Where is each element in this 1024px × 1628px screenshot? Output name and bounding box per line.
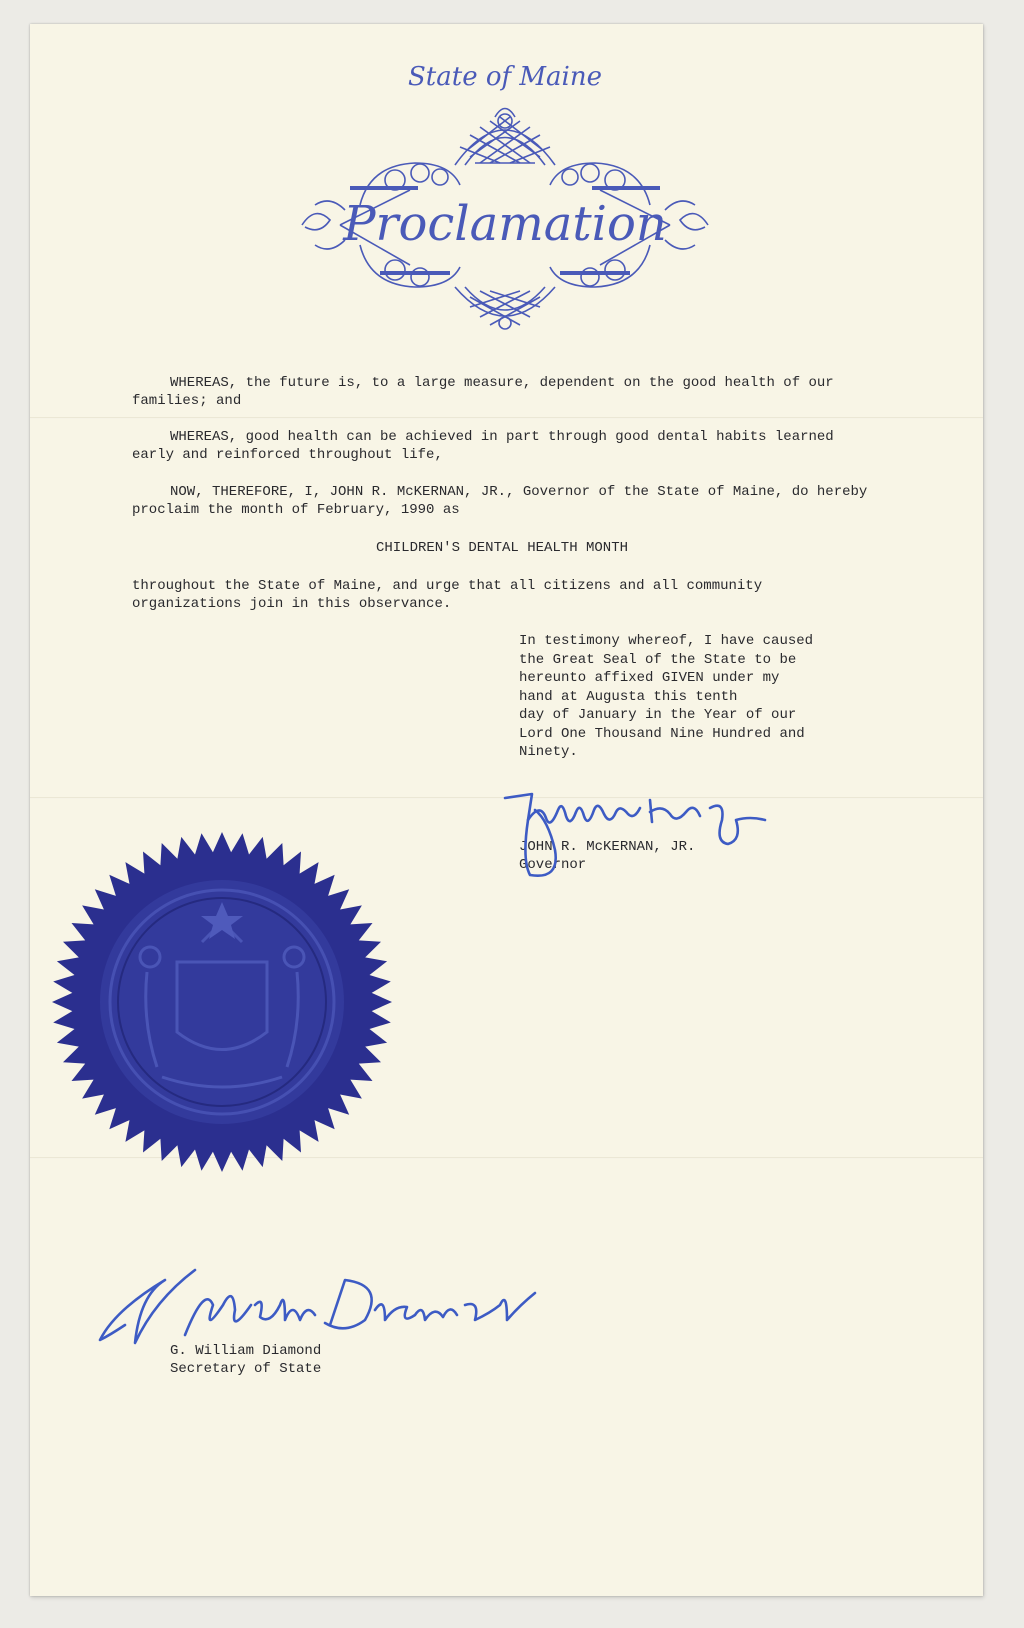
great-seal-of-maine (50, 830, 394, 1174)
governor-name: JOHN R. McKERNAN, JR. (519, 839, 696, 855)
proclamation-header (300, 55, 710, 355)
now-therefore-paragraph: NOW, THEREFORE, I, JOHN R. McKERNAN, JR., Governor of the State of Maine, do hereby proclaim the month of February, 1990 as (132, 484, 876, 518)
proclamation-title: Proclamation (343, 196, 667, 252)
observance-title: CHILDREN'S DENTAL HEALTH MONTH (375, 540, 629, 556)
governor-title: Governor (519, 857, 587, 873)
testimony-line: hand at Augusta this tenth (519, 688, 738, 705)
proclamation-ornament (300, 55, 710, 355)
secretary-signature (95, 1265, 565, 1355)
testimony-line: hereunto affixed GIVEN under my (519, 670, 780, 686)
testimony-block (519, 632, 879, 762)
secretary-signature-block (170, 1342, 321, 1378)
fold-line (30, 417, 983, 419)
testimony-line: Ninety. (519, 744, 578, 760)
secretary-name: G. William Diamond (170, 1343, 322, 1359)
secretary-title: Secretary of State (170, 1361, 322, 1377)
whereas-paragraph-1: WHEREAS, the future is, to a large measure, dependent on the good health of our families; and (132, 375, 843, 409)
testimony-line: day of January in the Year of our (519, 707, 797, 723)
whereas-paragraph-2: WHEREAS, good health can be achieved in part through good dental habits learned early and reinforced throughout life, (132, 429, 843, 463)
testimony-line: Lord One Thousand Nine Hundred and (519, 725, 805, 742)
state-of-maine-title: State of Maine (408, 62, 602, 92)
testimony-line: the Great Seal of the State to be (519, 651, 797, 668)
testimony-line: In testimony whereof, I have caused (519, 633, 814, 649)
observance-paragraph: throughout the State of Maine, and urge that all citizens and all community organizations join in this observance. (132, 578, 771, 612)
governor-signature (500, 790, 770, 890)
